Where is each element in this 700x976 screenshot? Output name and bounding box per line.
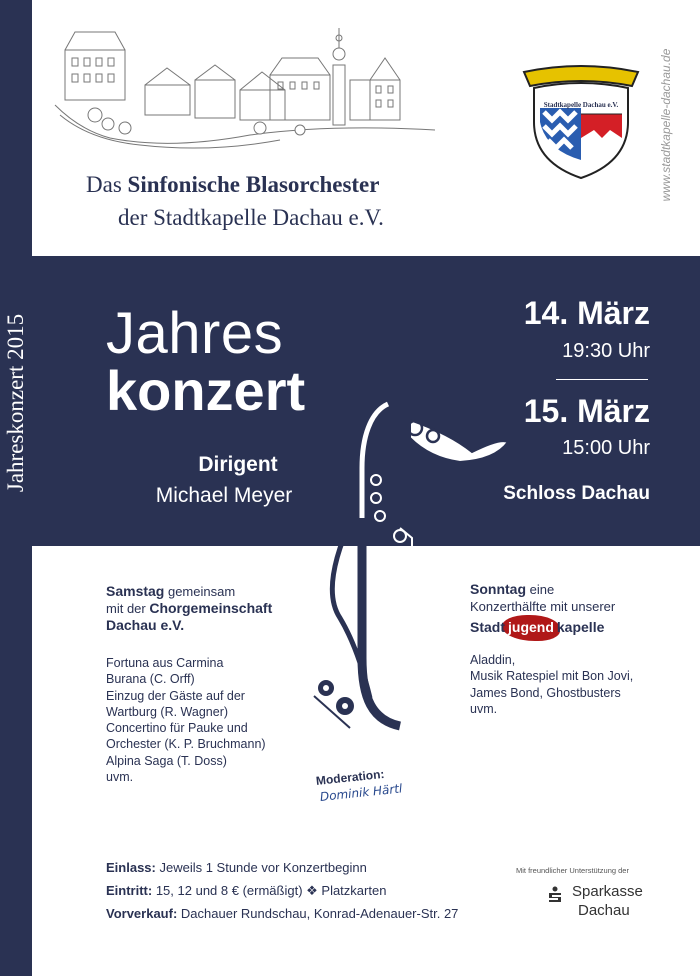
sponsor-name: Sparkasse: [572, 883, 643, 900]
sponsor-location: Dachau: [578, 902, 630, 919]
program-line: Concertino für Pauke und: [106, 721, 248, 736]
saturday-program: [106, 655, 336, 785]
title-jahres: Jahres: [106, 301, 284, 366]
presale-info: Vorverkauf: Dachauer Rundschau, Konrad-Adenauer-Str. 27: [106, 906, 459, 921]
program-line: uvm.: [470, 701, 498, 716]
date-1: 14. März: [523, 295, 650, 331]
program-line: Fortuna aus Carmina: [106, 656, 224, 670]
moderator-name: Dominik Härtl: [319, 781, 403, 804]
saturday-description: Samstag gemeinsam mit der Chorgemeinschaft Dachau e.V.: [106, 583, 273, 633]
venue: Schloss Dachau: [503, 483, 650, 504]
title-konzert: konzert: [106, 359, 306, 422]
program-line: Alpina Saga (T. Doss): [106, 753, 227, 768]
sparkasse-icon: [547, 886, 563, 902]
website-url[interactable]: www.stadtkapelle-dachau.de: [659, 48, 673, 202]
stadtjugendkapelle-name: Stadt jugend kapelle: [470, 619, 605, 635]
program-line: Musik Ratespiel mit Bon Jovi,: [470, 669, 634, 684]
time-2: 15:00 Uhr: [562, 437, 650, 459]
stadtkapelle-crest-logo: [520, 64, 642, 182]
date-divider: [556, 379, 648, 380]
crest-label: Stadtkapelle Dachau e.V.: [543, 101, 619, 109]
program-line: Wartburg (R. Wagner): [106, 704, 229, 719]
program-line: Burana (C. Orff): [106, 672, 195, 687]
vertical-concert-title: Jahreskonzert 2015: [3, 313, 28, 492]
program-line: James Bond, Ghostbusters: [470, 685, 621, 700]
date-2: 15. März: [523, 393, 650, 429]
orchestra-title: Das Sinfonische Blasorchester: [86, 172, 380, 197]
ticket-price-info: Eintritt: 15, 12 und 8 € (ermäßigt) ❖ Platzkarten: [106, 883, 387, 898]
program-line: Aladdin,: [470, 653, 516, 667]
sponsor-label: Mit freundlicher Unterstützung der: [516, 866, 629, 875]
time-1: 19:30 Uhr: [562, 340, 650, 362]
sunday-description: Sonntag eine Konzerthälfte mit unserer Stadt jugend kapelle: [470, 581, 616, 635]
conductor-label: Dirigent: [198, 453, 278, 476]
program-line: uvm.: [106, 770, 134, 785]
dachau-skyline-illustration: [50, 20, 440, 160]
jugend-highlight: jugend: [505, 619, 557, 636]
moderation-label: Moderation:: [315, 766, 386, 788]
sunday-program: [470, 652, 670, 717]
conductor-name: Michael Meyer: [155, 484, 293, 507]
admission-time-info: Einlass: Jeweils 1 Stunde vor Konzertbeginn: [106, 860, 367, 875]
program-line: Einzug der Gäste auf der: [106, 688, 245, 703]
program-line: Orchester (K. P. Bruchmann): [106, 737, 266, 752]
orchestra-subtitle: der Stadtkapelle Dachau e.V.: [118, 205, 384, 230]
